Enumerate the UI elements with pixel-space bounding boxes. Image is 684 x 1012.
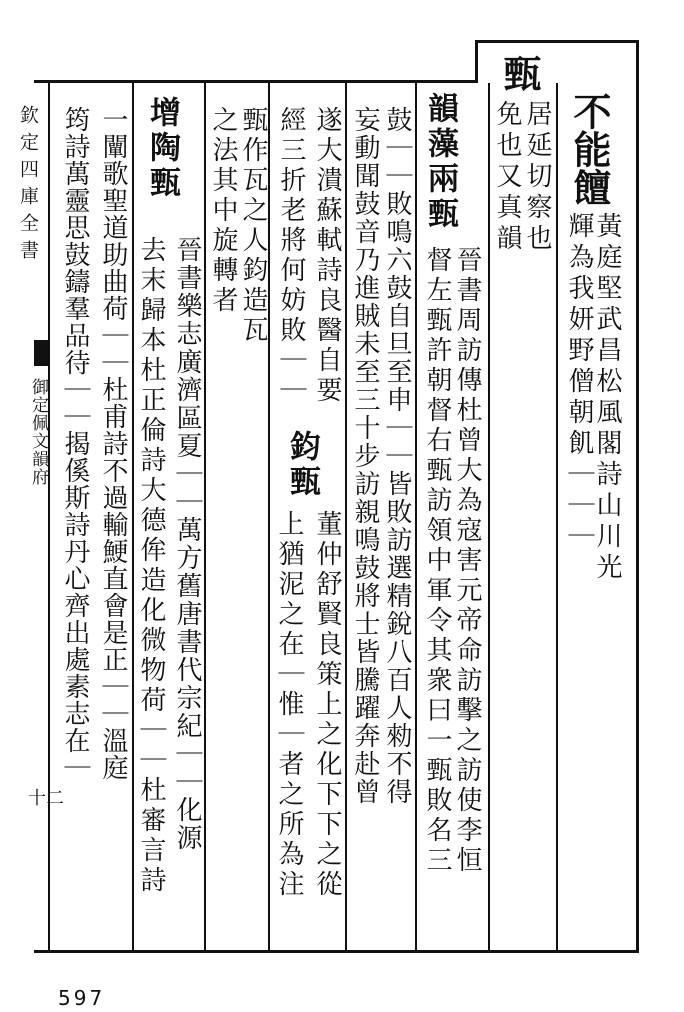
column-divider	[488, 83, 490, 950]
entry-note-line: 甄作瓦之人鈞造瓦	[238, 106, 268, 346]
frame-right-border	[636, 40, 639, 952]
entry-note-line: 之法其中旋轉者	[208, 106, 238, 316]
column-divider	[415, 83, 417, 950]
frame-left-border	[48, 80, 50, 952]
column-divider	[345, 83, 347, 950]
entry-headword: 韻藻兩甄	[422, 92, 458, 232]
book-name: 御定佩文韻府	[28, 378, 48, 486]
entry-note-line: 黃庭堅武昌松風閣詩山川光	[592, 212, 622, 584]
entry-note-line: 輝為我妍野僧朝飢｜｜｜	[564, 212, 594, 553]
entry-note-line: 晉書周訪傳杜曾大為寇害元帝命訪擊之訪使李恒	[452, 246, 482, 876]
frame-top-left	[34, 80, 478, 83]
entry-note-line: 晉書樂志廣濟區夏｜｜萬方舊唐書代宗紀｜｜化源	[172, 236, 202, 852]
column-divider	[204, 83, 206, 950]
entry-headword: 增陶甄	[144, 96, 180, 201]
entry-note-line: 筠詩萬靈思鼓鑄羣品待｜｜揭傒斯詩丹心齊出處素志在｜	[60, 106, 90, 781]
entry-note-line: 鼓｜｜敗鳴六鼓自旦至申｜｜皆敗訪選精銳八百人勑不得	[382, 106, 412, 806]
section-head-character: 甄	[497, 54, 542, 92]
column-divider	[132, 83, 134, 950]
entry-headword: 不能饘	[567, 92, 612, 206]
entry-note-line: 上猶泥之在｜惟｜者之所為注	[274, 510, 304, 900]
column-divider	[556, 83, 558, 950]
frame-notch-left	[475, 40, 478, 83]
entry-note-line: 遂大潰蘇軾詩良醫自要	[312, 106, 342, 406]
entry-note-line: 經三折老將何妨敗｜｜	[276, 106, 306, 406]
entry-note-line: 董仲舒賢良策上之化下下之從	[312, 510, 342, 900]
entry-note-line: 居延切察也	[522, 100, 552, 255]
entry-note-line: 免也又真韻	[492, 100, 522, 255]
page-number: 十二	[28, 788, 64, 809]
entry-note-line: 一闡歌聖道助曲荷｜｜杜甫詩不過輸鯁直會是正｜｜溫庭	[98, 106, 128, 781]
frame-bottom	[34, 950, 639, 953]
entry-note-line: 督左甄許朝督右甄訪領中軍令其衆曰一甄敗名三	[422, 246, 452, 876]
entry-note-line: 去末歸本杜正倫詩大德侔造化微物荷｜｜杜審言詩	[136, 236, 166, 896]
entry-note-line: 妄動聞鼓音乃進賊未至三十步訪親鳴鼓將士皆騰躍奔赴曾	[350, 106, 380, 806]
book-title: 欽定四庫全書	[17, 105, 39, 267]
frame-top-raised	[475, 40, 638, 43]
book-name-tag-mark	[34, 340, 48, 366]
folio-fragment: 597	[58, 986, 106, 1010]
column-divider	[268, 83, 270, 950]
entry-headword: 鈞甄	[284, 430, 320, 500]
